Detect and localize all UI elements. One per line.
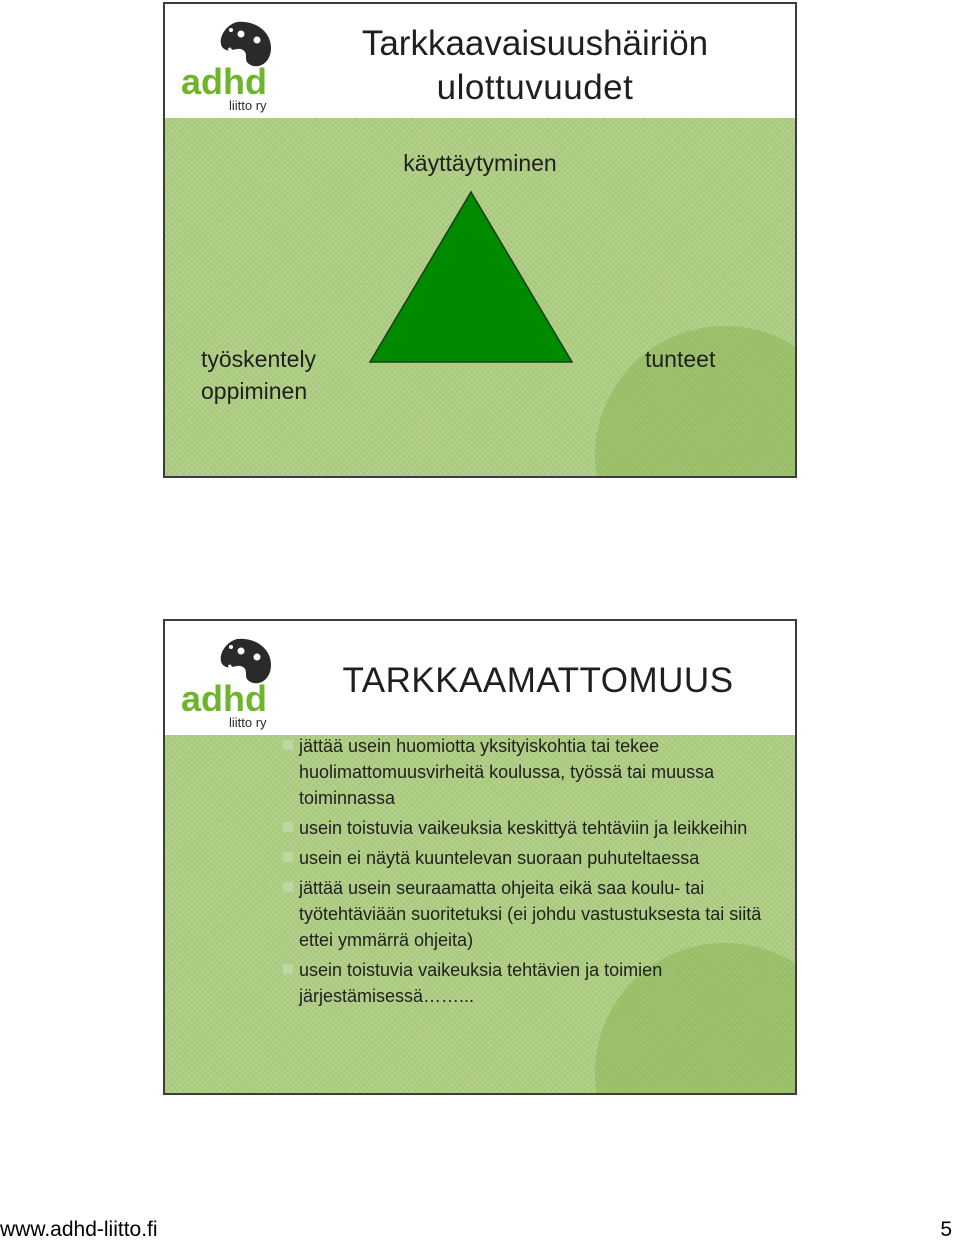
slide-1	[163, 2, 797, 478]
svg-text:adhd: adhd	[181, 61, 267, 102]
slide-2	[163, 619, 797, 1095]
page-number: 5	[940, 1218, 952, 1241]
label-learning: oppiminen	[201, 378, 308, 404]
palette-face-icon	[221, 639, 271, 684]
square-bullet-icon	[283, 852, 293, 862]
inattention-criteria-list	[283, 733, 773, 1013]
square-bullet-icon	[283, 882, 293, 892]
list-item: usein toistuvia vaikeuksia keskittyä tehtäviin ja leikkeihin	[283, 815, 773, 841]
list-item: jättää usein seuraamatta ohjeita eikä saa koulu- tai työtehtäviään suoritetuksi (ei johdu vastustuksesta tai siitä ettei ymmärrä ohjeita)	[283, 875, 773, 953]
label-work-learning	[201, 343, 316, 407]
label-work: työskentely	[201, 346, 317, 372]
list-item: usein toistuvia vaikeuksia tehtävien ja toimien järjestämisessä……...	[283, 957, 773, 1009]
adhd-logo	[179, 635, 279, 731]
label-emotions: tunteet	[645, 346, 716, 372]
palette-face-icon	[221, 22, 271, 67]
slide-title-line-1: Tarkkaavaisuushäiriön	[361, 24, 709, 63]
square-bullet-icon	[283, 740, 293, 750]
label-behavior: käyttäytyminen	[403, 150, 557, 176]
slide-title: TARKKAAMATTOMUUS	[342, 661, 734, 700]
dimension-triangle	[368, 190, 574, 364]
svg-text:liitto ry: liitto ry	[229, 98, 267, 113]
list-item: jättää usein huomiotta yksityiskohtia tai tekee huolimattomuusvirheitä koulussa, työssä tai muussa toiminnassa	[283, 733, 773, 811]
slide-title-line-2: ulottuvuudet	[436, 68, 634, 107]
square-bullet-icon	[283, 822, 293, 832]
svg-text:adhd: adhd	[181, 678, 267, 719]
svg-text:liitto ry: liitto ry	[229, 715, 267, 730]
square-bullet-icon	[283, 964, 293, 974]
footer-url: www.adhd-liitto.fi	[0, 1218, 158, 1241]
list-item: usein ei näytä kuuntelevan suoraan puhuteltaessa	[283, 845, 773, 871]
adhd-logo	[179, 18, 279, 114]
